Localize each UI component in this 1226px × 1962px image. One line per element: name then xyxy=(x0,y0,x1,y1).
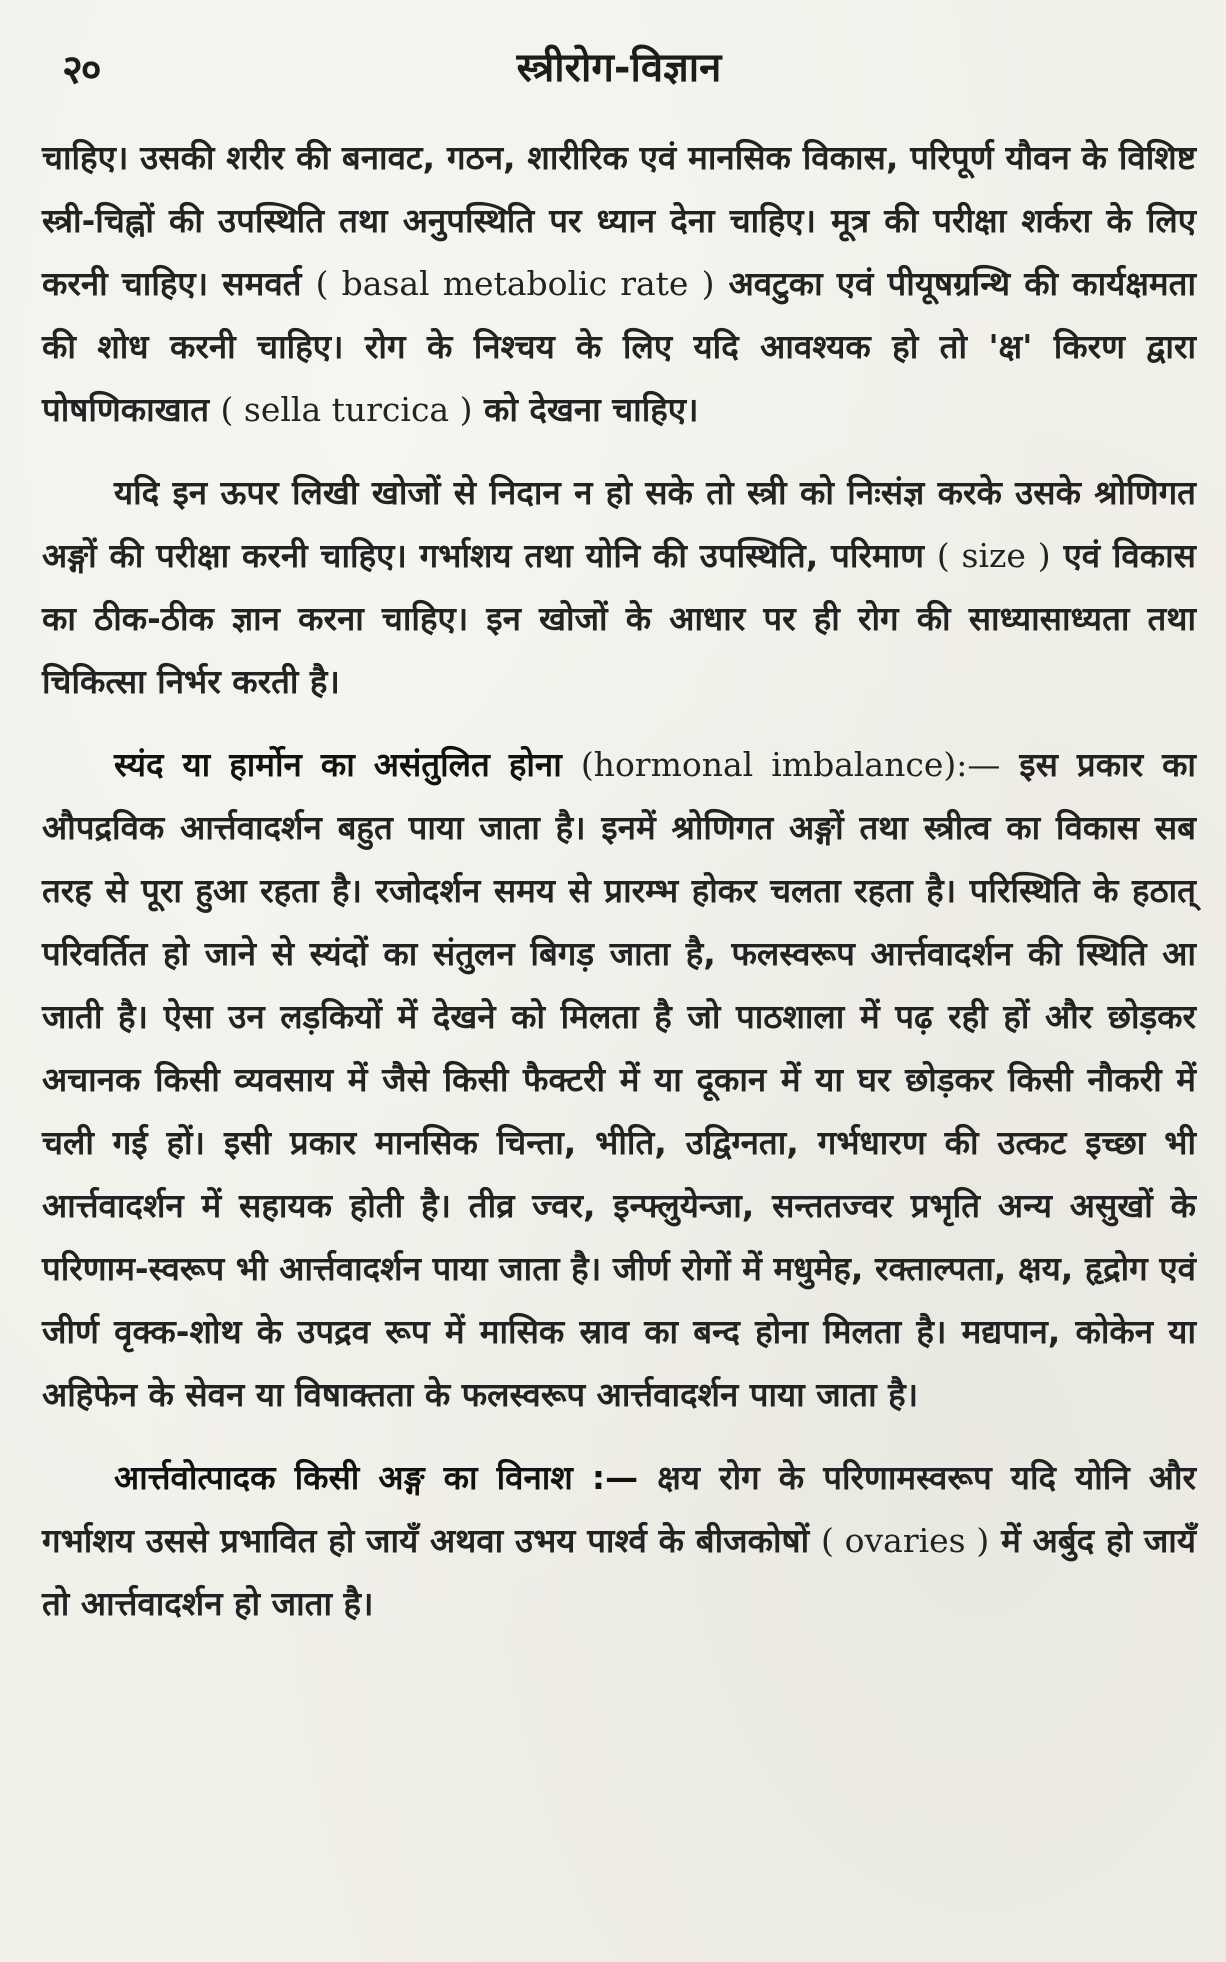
paragraph-1-text-a: चाहिए। उसकी शरीर की बनावट, गठन, शारीरिक एवं मानसिक विकास, परिपूर्ण यौवन के विशिष्ट स्त्री-चिह्नों की उपस्थिति तथा अनुपस्थिति पर ध्यान देना चाहिए। मूत्र की परीक्षा शर्करा के लिए करनी चाहिए। समवर्त xyxy=(42,138,1196,303)
paragraph-2-latin-a: ( size ) xyxy=(936,536,1051,575)
paragraph-3-text-a: इस प्रकार का औपद्रविक आर्त्तवादर्शन बहुत पाया जाता है। इनमें श्रोणिगत अङ्गों तथा स्त्रीत्व का विकास सब तरह से पूरा हुआ रहता है। रजोदर्शन समय से प्रारम्भ होकर चलता रहता है। परिस्थिति के हठात् परिवर्तित हो जाने से स्यंदों का संतुलन बिगड़ जाता है, फलस्वरूप आर्त्तवादर्शन की स्थिति आ जाती है। ऐसा उन लड़कियों में देखने को मिलता है जो पाठशाला में पढ़ रही हों और छोड़कर अचानक किसी व्यवसाय में जैसे किसी फैक्टरी में या दूकान में या घर छोड़कर किसी नौकरी में चली गई हों। इसी प्रकार मानसिक चिन्ता, भीति, उद्विग्नता, गर्भधारण की उत्कट इच्छा भी आर्त्तवादर्शन में सहायक होती है। तीव्र ज्वर, इन्फ्लुयेन्जा, सन्ततज्वर प्रभृति अन्य असुखों के परिणाम-स्वरूप भी आर्त्तवादर्शन पाया जाता है। जीर्ण रोगों में मधुमेह, रक्ताल्पता, क्षय, हृद्रोग एवं जीर्ण वृक्क-शोथ के उपद्रव रूप में मासिक स्राव का बन्द होना मिलता है। मद्यपान, कोकेन या अहिफेन के सेवन या विषाक्तता के फलस्वरूप आर्त्तवादर्शन पाया जाता है। xyxy=(42,745,1196,1414)
paragraph-4 xyxy=(42,1446,1196,1635)
paragraph-1-latin-b: ( sella turcica ) xyxy=(220,390,473,429)
paragraph-2 xyxy=(42,461,1196,713)
paragraph-2-text-a: यदि इन ऊपर लिखी खोजों से निदान न हो सके तो स्त्री को निःसंज्ञ करके उसके श्रोणिगत अङ्गों की परीक्षा करनी चाहिए। गर्भाशय तथा योनि की उपस्थिति, परिमाण xyxy=(42,473,1196,575)
section-heading-hormonal-imbalance: स्यंद या हार्मोन का असंतुलित होना xyxy=(114,745,562,784)
page-header xyxy=(42,38,1196,100)
section-heading-latin: (hormonal imbalance):— xyxy=(580,745,1001,784)
running-title: स्त्रीरोग-विज्ञान xyxy=(516,45,722,91)
paragraph-4-text-b: में अर्बुद हो जायँ तो आर्त्तवादर्शन हो जाता है। xyxy=(42,1521,1196,1623)
paragraph-1 xyxy=(42,126,1196,441)
section-heading-organ-destruction: आर्त्तवोत्पादक किसी अङ्ग का विनाश :— xyxy=(114,1458,639,1497)
paragraph-1-text-b: अवटुका एवं पीयूषग्रन्थि की कार्यक्षमता की शोध करनी चाहिए। रोग के निश्चय के लिए यदि आवश्यक हो तो 'क्ष' किरण द्वारा पोषणिकाखात xyxy=(42,264,1197,429)
paragraph-4-latin-a: ( ovaries ) xyxy=(820,1521,990,1560)
paragraph-3 xyxy=(42,733,1196,1426)
paragraph-4-text-a: क्षय रोग के परिणामस्वरूप यदि योनि और गर्भाशय उससे प्रभावित हो जायँ अथवा उभय पार्श्व के बीजकोषों xyxy=(42,1458,1197,1560)
paragraph-1-latin-a: ( basal metabolic rate ) xyxy=(315,264,715,303)
paragraph-2-text-b: एवं विकास का ठीक-ठीक ज्ञान करना चाहिए। इन खोजों के आधार पर ही रोग की साध्यासाध्यता तथा चिकित्सा निर्भर करती है। xyxy=(42,536,1196,701)
page-number: २० xyxy=(62,47,100,93)
paragraph-1-text-c: को देखना चाहिए। xyxy=(483,390,699,429)
